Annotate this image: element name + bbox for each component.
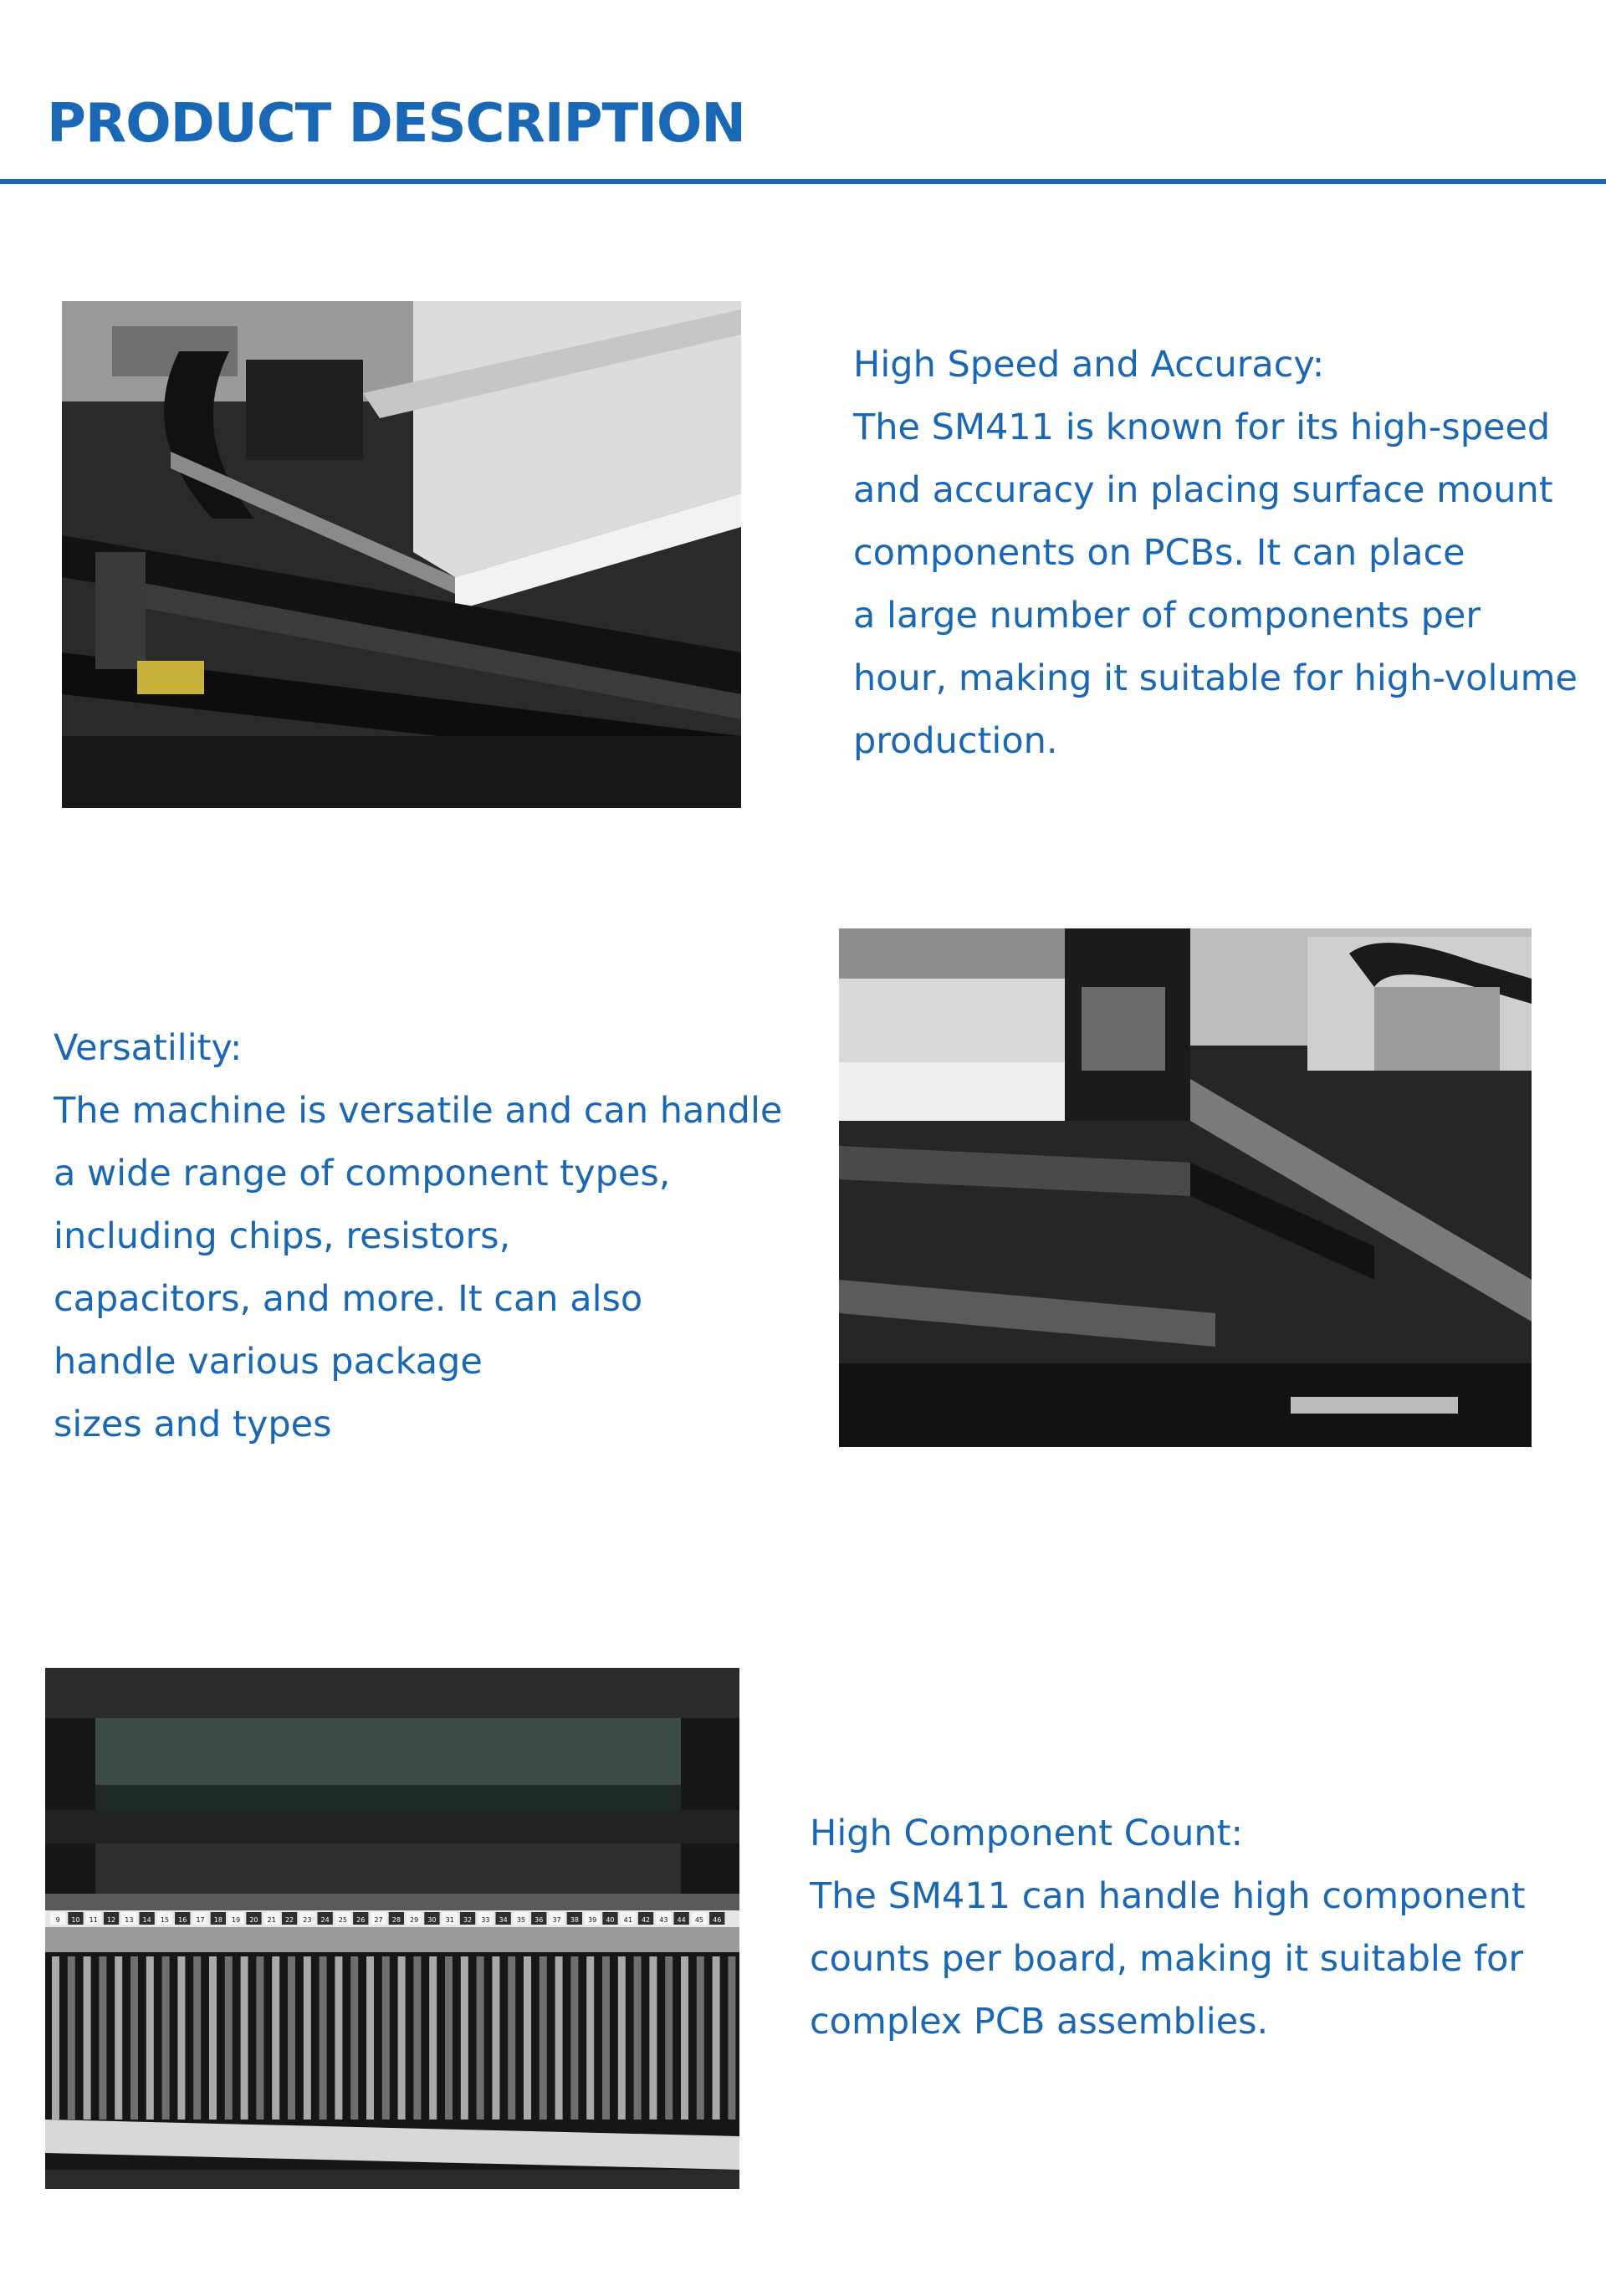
feeder-slot <box>350 1956 358 2120</box>
feeder-slot <box>304 1956 311 2120</box>
section-heading: Versatility: <box>54 1027 243 1069</box>
feeder-number-label: 16 <box>178 1916 187 1924</box>
section-line: complex PCB assemblies. <box>810 2001 1269 2043</box>
feeder-number-label: 38 <box>570 1916 579 1924</box>
feeder-number-label: 44 <box>677 1916 686 1924</box>
section-high-speed-accuracy <box>853 334 1578 773</box>
feeder-number-label: 46 <box>713 1916 722 1924</box>
feeder-slot <box>320 1956 327 2120</box>
section-high-component-count <box>810 1803 1526 2053</box>
feeder-slot <box>288 1956 295 2120</box>
feeder-number-label: 9 <box>55 1916 60 1924</box>
feeder-slot <box>272 1956 279 2120</box>
section-line: hour, making it suitable for high-volume <box>853 657 1578 699</box>
feeder-slot <box>618 1956 626 2120</box>
feeder-slot <box>461 1956 468 2120</box>
section-line: including chips, resistors, <box>54 1215 511 1257</box>
machine-photo-2-graphic <box>839 928 1532 1447</box>
machine-interior-photo-1 <box>62 301 741 808</box>
section-versatility <box>54 1017 782 1456</box>
machine-photo-3-graphic <box>45 1668 739 2189</box>
feeder-slot <box>508 1956 515 2120</box>
feeder-number-label: 30 <box>427 1916 437 1924</box>
feeder-slot <box>382 1956 390 2120</box>
feeder-number-label: 23 <box>303 1916 312 1924</box>
feeder-slot <box>84 1956 91 2120</box>
section-line: handle various package <box>54 1341 483 1383</box>
feeder-slot <box>413 1956 421 2120</box>
feeder-number-label: 31 <box>445 1916 454 1924</box>
section-line: production. <box>853 720 1058 762</box>
feeder-slot <box>68 1956 75 2120</box>
feeder-slot <box>115 1956 122 2120</box>
feeder-slot <box>570 1956 578 2120</box>
feeder-slot <box>634 1956 642 2120</box>
feeder-slot <box>697 1956 704 2120</box>
feeder-slot <box>335 1956 342 2120</box>
feeder-number-label: 26 <box>356 1916 366 1924</box>
section-line: The SM411 can handle high component <box>810 1875 1526 1917</box>
feeder-slot <box>649 1956 657 2120</box>
feeder-slot <box>540 1956 547 2120</box>
page-title: PRODUCT DESCRIPTION <box>47 93 745 155</box>
machine-photo-1-graphic <box>62 301 741 808</box>
feeder-slot <box>477 1956 484 2120</box>
section-line: components on PCBs. It can place <box>853 532 1465 574</box>
title-divider <box>0 179 1606 184</box>
feeder-number-label: 11 <box>89 1916 98 1924</box>
feeder-number-label: 28 <box>391 1916 401 1924</box>
feeder-slot <box>445 1956 453 2120</box>
feeder-slot <box>728 1956 735 2120</box>
feeder-number-label: 33 <box>481 1916 490 1924</box>
feeder-number-label: 27 <box>374 1916 383 1924</box>
feeder-slot <box>665 1956 673 2120</box>
feeder-number-label: 18 <box>213 1916 222 1924</box>
section-line: The SM411 is known for its high-speed <box>853 407 1551 448</box>
feeder-number-label: 10 <box>71 1916 80 1924</box>
machine-interior-photo-2 <box>839 928 1532 1447</box>
feeder-number-label: 36 <box>534 1916 544 1924</box>
section-line: counts per board, making it suitable for <box>810 1938 1524 1980</box>
section-line: The machine is versatile and can handle <box>54 1090 783 1132</box>
feeder-slot <box>524 1956 531 2120</box>
feeder-number-label: 25 <box>338 1916 348 1924</box>
section-line: and accuracy in placing surface mount <box>853 469 1553 511</box>
feeder-slot <box>241 1956 248 2120</box>
feeder-number-label: 39 <box>588 1916 597 1924</box>
feeder-number-label: 34 <box>499 1916 508 1924</box>
feeder-slot <box>398 1956 406 2120</box>
feeder-number-label: 42 <box>641 1916 651 1924</box>
feeder-slot <box>256 1956 263 2120</box>
feeder-slot <box>555 1956 563 2120</box>
feeder-slot <box>602 1956 610 2120</box>
feeder-number-label: 32 <box>463 1916 473 1924</box>
feeder-slot <box>366 1956 374 2120</box>
feeder-number-label: 45 <box>694 1916 704 1924</box>
feeder-number-label: 17 <box>196 1916 205 1924</box>
feeder-number-label: 29 <box>410 1916 419 1924</box>
feeder-slot <box>177 1956 185 2120</box>
feeder-slot <box>193 1956 201 2120</box>
feeder-slot <box>146 1956 154 2120</box>
feeder-number-label: 14 <box>142 1916 151 1924</box>
feeder-number-label: 37 <box>552 1916 561 1924</box>
feeder-number-label: 40 <box>606 1916 615 1924</box>
section-line: capacitors, and more. It can also <box>54 1278 643 1320</box>
feeder-number-label: 13 <box>125 1916 134 1924</box>
feeder-number-label: 35 <box>516 1916 526 1924</box>
feeder-slot <box>162 1956 170 2120</box>
feeder-slot <box>130 1956 138 2120</box>
feeder-number-label: 15 <box>160 1916 170 1924</box>
feeder-slot <box>586 1956 594 2120</box>
feeder-number-label: 12 <box>106 1916 116 1924</box>
feeder-slot <box>713 1956 720 2120</box>
feeder-slot <box>225 1956 233 2120</box>
section-heading: High Speed and Accuracy: <box>853 344 1325 386</box>
feeder-slot <box>52 1956 59 2120</box>
feeder-number-label: 43 <box>659 1916 668 1924</box>
feeder-number-label: 21 <box>267 1916 276 1924</box>
feeder-slot <box>99 1956 106 2120</box>
feeder-number-label: 24 <box>320 1916 330 1924</box>
section-heading: High Component Count: <box>810 1813 1243 1854</box>
feeder-number-label: 41 <box>623 1916 632 1924</box>
section-line: a large number of components per <box>853 595 1481 637</box>
feeder-slot <box>492 1956 499 2120</box>
feeder-slot <box>429 1956 437 2120</box>
machine-interior-photo-3 <box>45 1668 739 2189</box>
section-line: a wide range of component types, <box>54 1153 671 1194</box>
feeder-number-label: 19 <box>232 1916 241 1924</box>
feeder-number-label: 22 <box>284 1916 294 1924</box>
section-line: sizes and types <box>54 1404 332 1445</box>
feeder-slot <box>681 1956 688 2120</box>
feeder-slot <box>209 1956 217 2120</box>
feeder-number-label: 20 <box>249 1916 258 1924</box>
